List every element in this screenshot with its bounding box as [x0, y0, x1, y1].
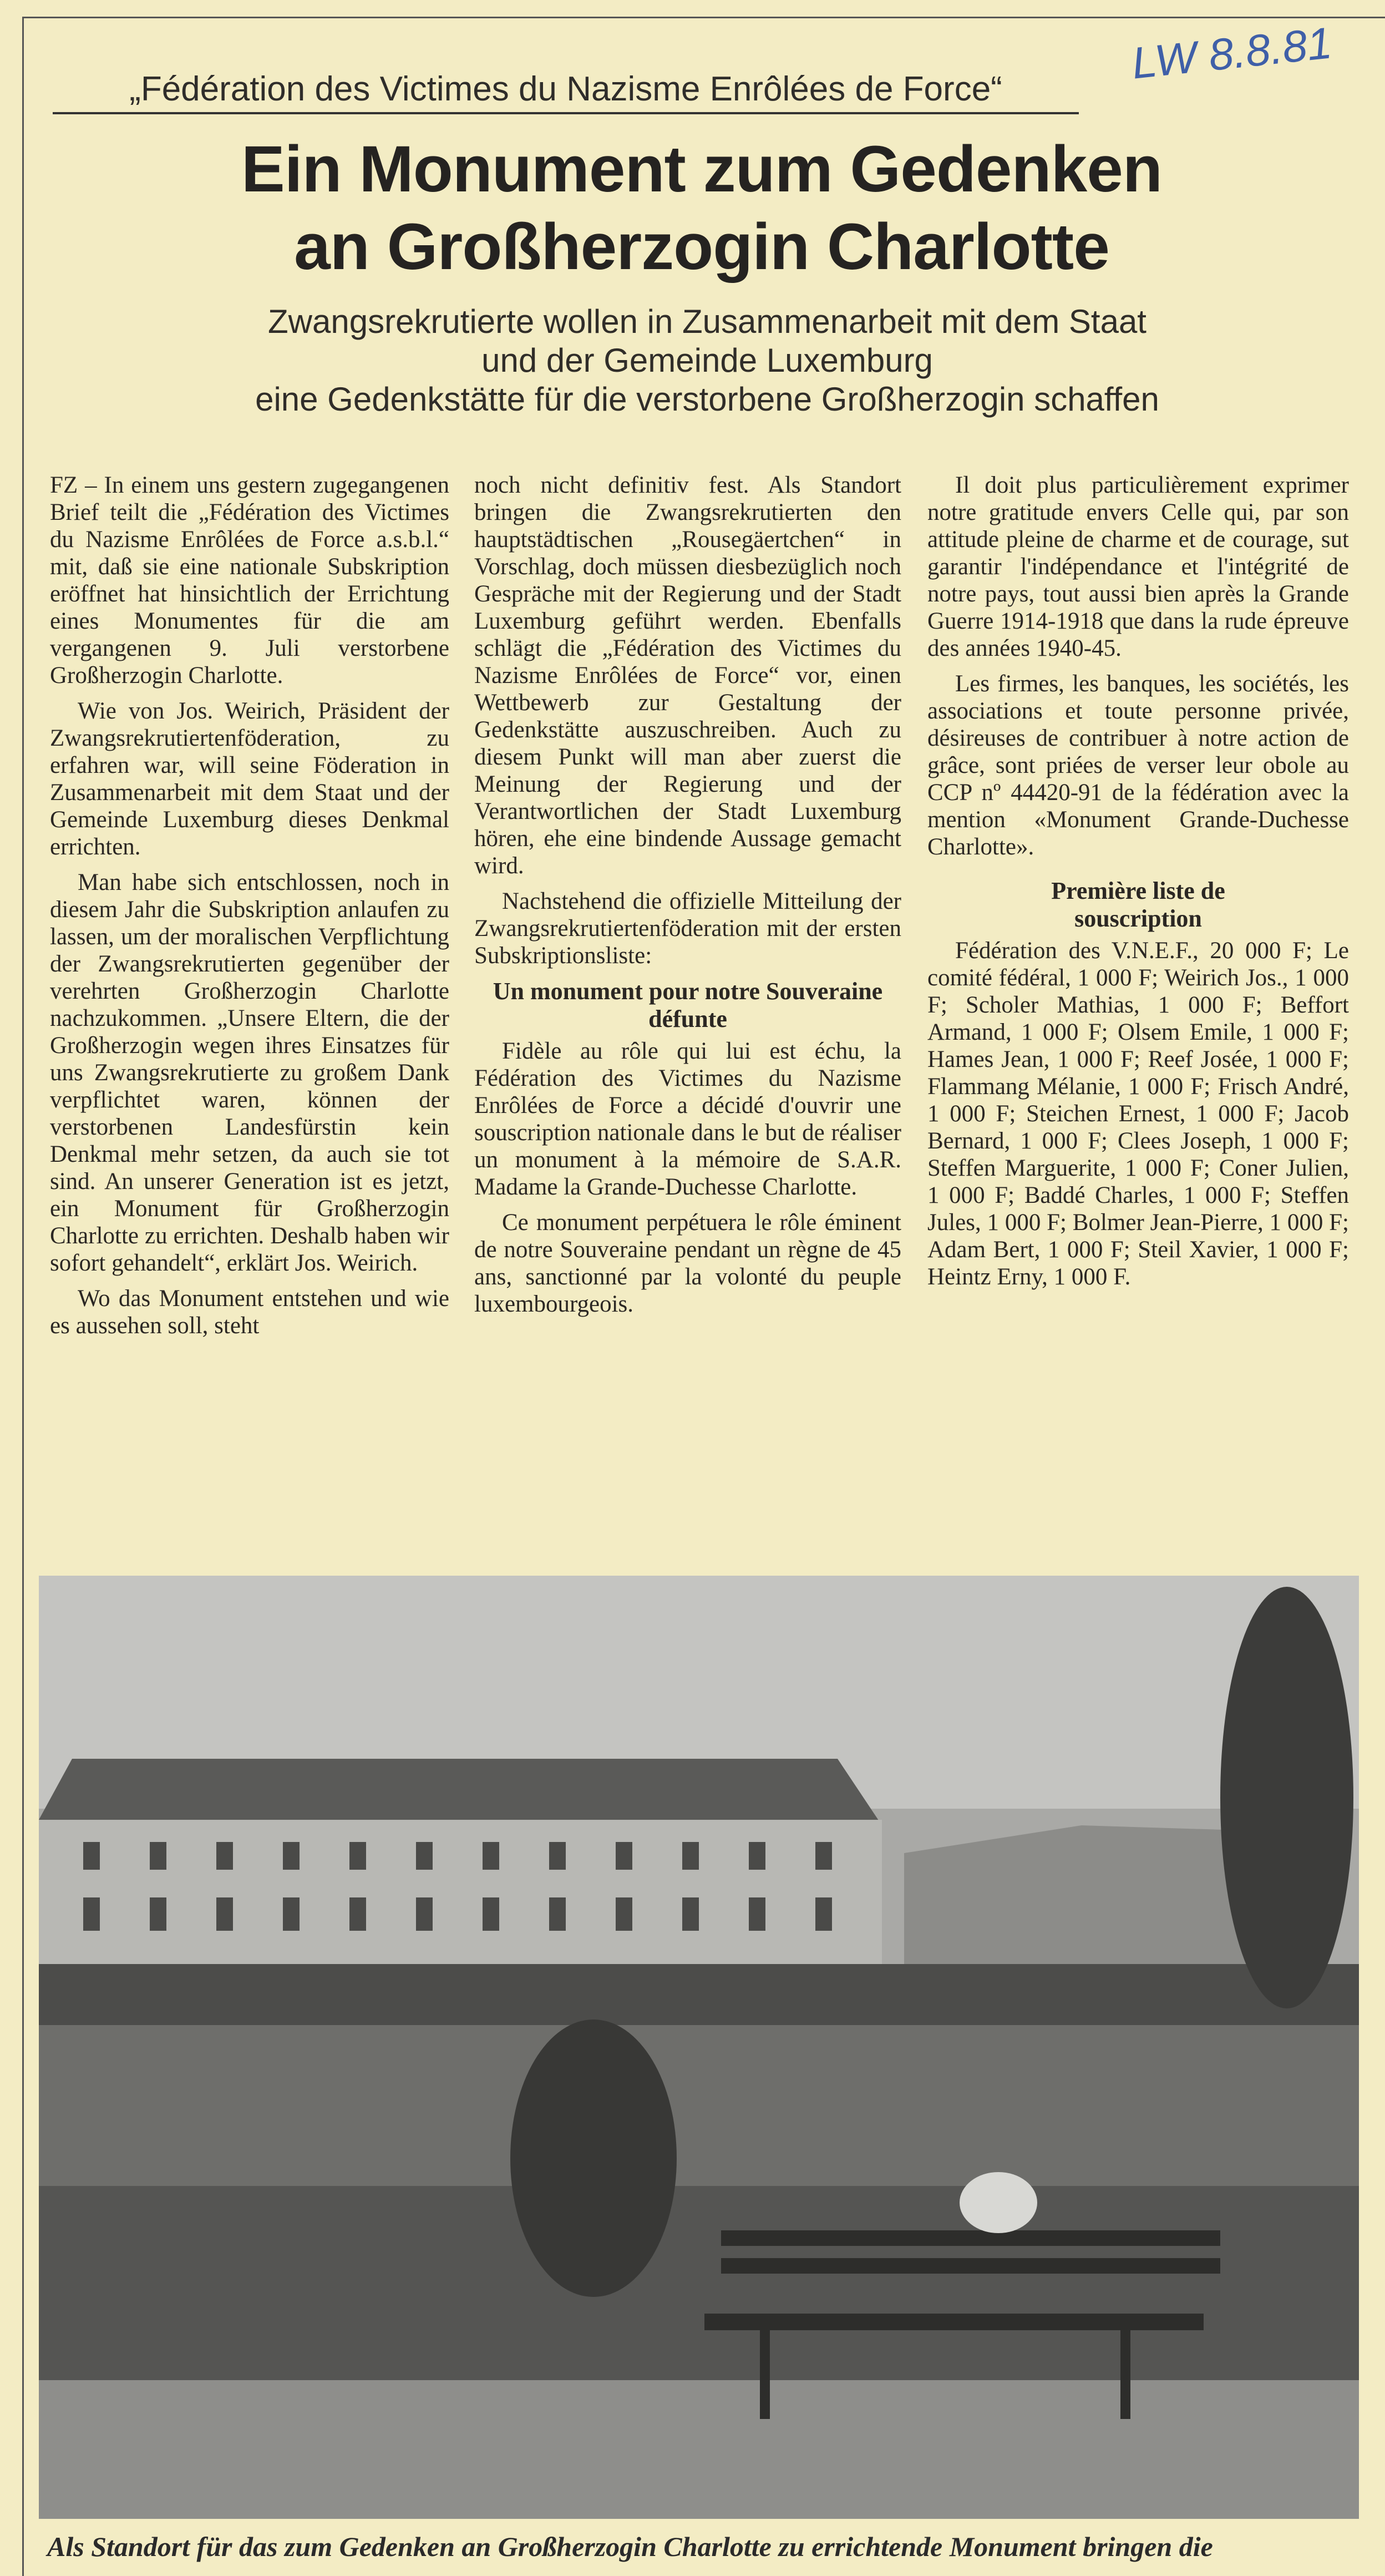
paragraph: Il doit plus particulièrement exprimer notre gratitude envers Celle qui, par son attitude pleine de charme et de courage, sut garantir l'indépendance et l'intégrité de notre pays, tout aussi bien après la Grande Guerre 1914-1918 que dans la rude épreuve des années 1940-45. — [927, 472, 1349, 661]
subheadline-line-1: Zwangsrekrutierte wollen in Zusammenarbeit mit dem Staat — [268, 303, 1146, 340]
photo-image — [39, 1576, 1359, 2519]
person-with-hat — [960, 2172, 1037, 2233]
article-column-2 — [474, 472, 901, 1326]
subheadline-line-2: und der Gemeinde Luxemburg — [481, 342, 933, 379]
paragraph: Ce monument perpétuera le rôle éminent de notre Souveraine pendant un règne de 45 ans, sanctionné par la volonté du peuple luxembourgeois. — [474, 1209, 901, 1317]
paragraph: Man habe sich entschlossen, noch in diesem Jahr die Subskription anlaufen zu lassen, um der moralischen Verpflichtung der Zwangsrekrutierten gegenüber der verehrten Großherzogin Charlotte nachzukommen. „Unsere Eltern, die der Großherzogin wegen ihres Einsatzes für uns Zwangsrekrutierte zu großem Dank verpflichtet waren, können der verstorbenen Landesfürstin kein Denkmal mehr setzen, da auch sie tot sind. An unserer Generation ist es jetzt, ein Monument für Großherzogin Charlotte zu errichten. Deshalb haben wir sofort gehandelt“, erklärt Jos. Weirich. — [50, 869, 449, 1276]
handwritten-date-note: LW 8.8.81 — [1129, 18, 1335, 88]
subheadline — [111, 302, 1303, 419]
paragraph: Fidèle au rôle qui lui est échu, la Fédération des Victimes du Nazisme Enrôlées de Force a décidé d'ouvrir une souscription nationale dans le but de réaliser un monument à la mémoire de S.A.R. Madame la Grande-Duchesse Charlotte. — [474, 1038, 901, 1200]
paragraph: noch nicht definitiv fest. Als Standort bringen die Zwangsrekrutierten den hauptstädtischen „Rousegäertchen“ in Vorschlag, doch müssen diesbezüglich noch Gespräche mit der Regierung und der Stadt Luxemburg geführt werden. Ebenfalls schlägt die „Fédération des Victimes du Nazisme Enrôlées de Force“ vor, einen Wettbewerb zur Gestaltung der Gedenkstätte auszuschreiben. Auch zu diesem Punkt will man aber zuerst die Meinung der Regierung und der Verantwortlichen der Stadt Luxemburg hören, ehe eine bindende Aussage gemacht wird. — [474, 472, 901, 879]
kicker-line: „Fédération des Victimes du Nazisme Enrôlées de Force“ — [53, 69, 1079, 114]
paragraph: Nachstehend die offizielle Mitteilung der Zwangsrekrutiertenföderation mit der ersten Subskriptionsliste: — [474, 888, 901, 969]
article-column-3 — [927, 472, 1349, 1299]
subscription-list: Fédération des V.N.E.F., 20 000 F; Le comité fédéral, 1 000 F; Weirich Jos., 1 000 F; Scholer Mathias, 1 000 F; Beffort Armand, 1 000 F; Olsem Emile, 1 000 F; Hames Jean, 1 000 F; Reef Josée, 1 000 F; Flammang Mélanie, 1 000 F; Frisch André, 1 000 F; Steichen Ernest, 1 000 F; Jacob Bernard, 1 000 F; Clees Joseph, 1 000 F; Steffen Marguerite, 1 000 F; Coner Julien, 1 000 F; Baddé Charles, 1 000 F; Steffen Jules, 1 000 F; Bolmer Jean-Pierre, 1 000 F; Adam Bert, 1 000 F; Steil Xavier, 1 000 F; Heintz Erny, 1 000 F. — [927, 938, 1349, 1290]
photo-palace-garden — [39, 1576, 1359, 2519]
paragraph: Les firmes, les banques, les sociétés, les associations et toute personne privée, désireuses de contribuer à notre action de grâce, sont priées de verser leur obole au CCP nº 44420-91 de la fédération avec la mention «Monument Grande-Duchesse Charlotte». — [927, 671, 1349, 860]
paragraph: FZ – In einem uns gestern zugegangenen Brief teilt die „Fédération des Victimes du Nazisme Enrôlées de Force a.s.b.l.“ mit, daß sie eine nationale Subskription eröffnet hat hinsichtlich der Errichtung eines Monumentes für die am vergangenen 9. Juli verstorbene Großherzogin Charlotte. — [50, 472, 449, 689]
photo-caption: Als Standort für das zum Gedenken an Großherzogin Charlotte zu errichtende Monument bringen die — [47, 2531, 1213, 2562]
paragraph: Wo das Monument entstehen und wie es aussehen soll, steht — [50, 1286, 449, 1339]
headline — [78, 130, 1326, 286]
subheadline-line-3: eine Gedenkstätte für die verstorbene Großherzogin schaffen — [255, 381, 1159, 418]
paragraph: Wie von Jos. Weirich, Präsident der Zwangsrekrutiertenföderation, zu erfahren war, will seine Föderation in Zusammenarbeit mit dem Staat und der Gemeinde Luxemburg dieses Denkmal errichten. — [50, 698, 449, 860]
section-subheading: Première liste de souscription — [1051, 877, 1225, 932]
headline-line-1: Ein Monument zum Gedenken — [241, 133, 1162, 206]
section-subheading: Un monument pour notre Souveraine défunte — [493, 978, 883, 1033]
article-column-1 — [50, 472, 449, 1348]
headline-line-2: an Großherzogin Charlotte — [294, 210, 1109, 284]
